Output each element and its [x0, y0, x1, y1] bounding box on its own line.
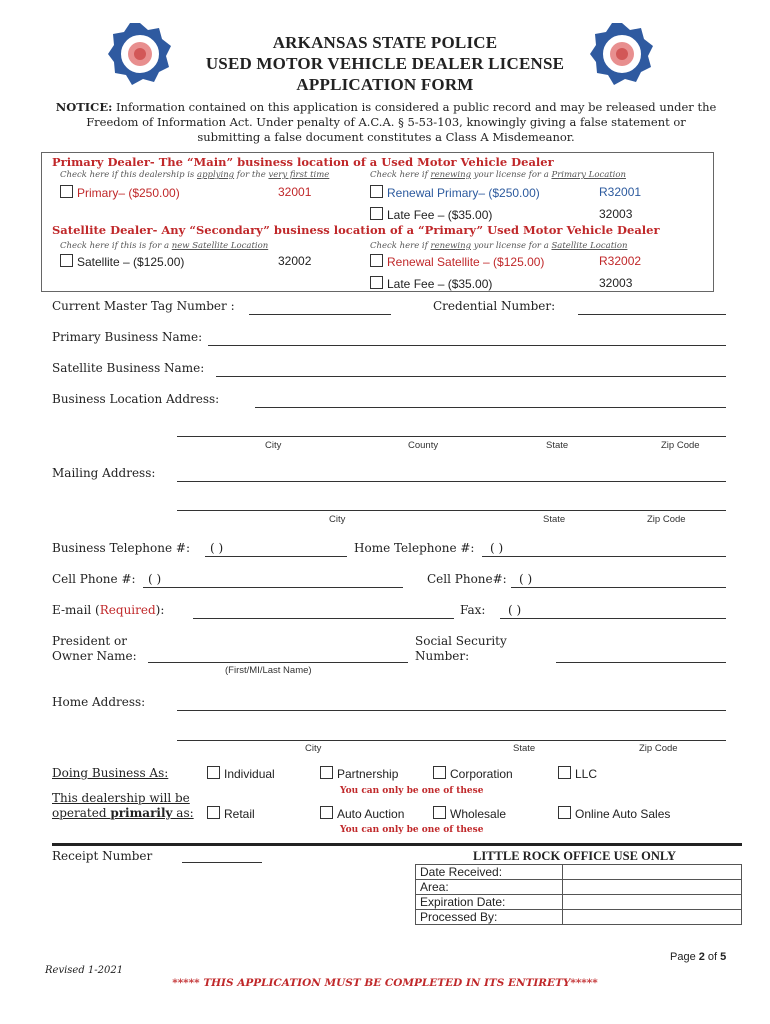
business-telephone-input[interactable] [205, 556, 347, 557]
dba-partnership-option[interactable]: Partnership [320, 766, 398, 781]
primary-new-code: 32001 [278, 185, 312, 199]
op-wholesale-option[interactable]: Wholesale [433, 806, 506, 821]
home-address-city-line[interactable] [177, 740, 726, 741]
op-retail-checkbox[interactable] [207, 806, 220, 819]
primary-late-fee-checkbox[interactable] [370, 207, 383, 220]
primary-renew-code: R32001 [599, 185, 642, 199]
dba-note: You can only be one of these [340, 786, 484, 796]
owner-label-line1: President or [52, 634, 128, 648]
cell-phone-2-input[interactable] [511, 587, 726, 588]
dba-partnership-checkbox[interactable] [320, 766, 333, 779]
op-auto-auction-checkbox[interactable] [320, 806, 333, 819]
owner-name-caption: (First/MI/Last Name) [225, 665, 312, 676]
fax-paren: ( ) [508, 603, 522, 617]
satellite-business-name-label: Satellite Business Name: [52, 361, 205, 375]
office-use-table [415, 864, 742, 925]
office-processed-by: Processed By: [416, 910, 563, 925]
revised-date: Revised 1-2021 [45, 965, 124, 976]
ssn-input[interactable] [556, 662, 726, 663]
doing-business-as-label: Doing Business As: [52, 766, 169, 780]
office-divider [52, 843, 742, 846]
op-wholesale-checkbox[interactable] [433, 806, 446, 819]
satellite-new-option[interactable]: Satellite – ($125.00) [60, 254, 184, 269]
county-caption: County [408, 440, 439, 451]
fax-input[interactable] [500, 618, 726, 619]
notice-line3: submitting a false document constitutes a Class A Misdemeanor. [197, 130, 575, 144]
dba-individual-checkbox[interactable] [207, 766, 220, 779]
email-label: E-mail (Required): [52, 603, 165, 617]
fax-label: Fax: [460, 603, 486, 617]
state-caption: State [546, 440, 569, 451]
business-location-label: Business Location Address: [52, 392, 220, 406]
master-tag-input[interactable] [249, 314, 391, 315]
satellite-late-fee-checkbox[interactable] [370, 276, 383, 289]
satellite-business-name-input[interactable] [216, 376, 726, 377]
satellite-late-fee-option[interactable]: Late Fee – ($35.00) [370, 276, 492, 291]
primary-late-fee-code: 32003 [599, 207, 633, 221]
satellite-heading: Satellite Dealer- Any “Secondary” business location of a “Primary” Used Motor Vehicle Dealer [52, 223, 660, 237]
office-area: Area: [416, 880, 563, 895]
primary-renew-option[interactable]: Renewal Primary– ($250.00) [370, 185, 540, 200]
dba-corporation-checkbox[interactable] [433, 766, 446, 779]
master-tag-label: Current Master Tag Number : [52, 299, 235, 313]
home-address-label: Home Address: [52, 695, 146, 709]
satellite-renew-option[interactable]: Renewal Satellite – ($125.00) [370, 254, 544, 269]
primary-renew-checkbox[interactable] [370, 185, 383, 198]
form-title-line1: ARKANSAS STATE POLICE [272, 33, 498, 52]
mailing-state-caption: State [543, 514, 566, 525]
office-expiration-date-value[interactable] [563, 895, 742, 910]
satellite-hint-new: Check here if this is for a new Satellite Location [60, 241, 269, 251]
home-telephone-label: Home Telephone #: [354, 541, 475, 555]
op-auto-auction-option[interactable]: Auto Auction [320, 806, 404, 821]
credential-input[interactable] [578, 314, 726, 315]
satellite-renew-checkbox[interactable] [370, 254, 383, 267]
home-zip-caption: Zip Code [639, 743, 678, 754]
mailing-zip-caption: Zip Code [647, 514, 686, 525]
completion-warning: ***** THIS APPLICATION MUST BE COMPLETED IN ITS ENTIRETY***** [172, 977, 598, 989]
home-state-caption: State [513, 743, 536, 754]
home-telephone-paren: ( ) [490, 541, 504, 555]
credential-label: Credential Number: [433, 299, 556, 313]
primary-hint-renew: Check here if renewing your license for a Primary Location [370, 170, 626, 180]
cell-phone-label: Cell Phone #: [52, 572, 136, 586]
notice-line1: NOTICE: Information contained on this application is considered a public record and may be released under the [55, 100, 717, 114]
office-use-title: LITTLE ROCK OFFICE USE ONLY [473, 849, 677, 863]
primary-new-option[interactable]: Primary– ($250.00) [60, 185, 180, 200]
operated-note: You can only be one of these [340, 825, 484, 835]
dba-individual-option[interactable]: Individual [207, 766, 275, 781]
mailing-address-city-line[interactable] [177, 510, 726, 511]
home-address-input[interactable] [177, 710, 726, 711]
mailing-address-input[interactable] [177, 481, 726, 482]
primary-business-name-input[interactable] [208, 345, 726, 346]
ssn-label-line2: Number: [415, 649, 470, 663]
business-location-city-line[interactable] [177, 436, 726, 437]
ssn-label-line1: Social Security [415, 634, 507, 648]
form-title-line2: USED MOTOR VEHICLE DEALER LICENSE [205, 54, 565, 73]
satellite-new-code: 32002 [278, 254, 312, 268]
office-area-value[interactable] [563, 880, 742, 895]
primary-late-fee-option[interactable]: Late Fee – ($35.00) [370, 207, 492, 222]
cell-phone-2-label: Cell Phone#: [427, 572, 507, 586]
business-telephone-paren: ( ) [210, 541, 224, 555]
op-retail-option[interactable]: Retail [207, 806, 255, 821]
primary-business-name-label: Primary Business Name: [52, 330, 203, 344]
home-telephone-input[interactable] [482, 556, 726, 557]
satellite-late-fee-code: 32003 [599, 276, 633, 290]
operated-label-line1: This dealership will be [52, 791, 190, 805]
page-indicator: Page 2 of 5 [670, 951, 727, 963]
mailing-address-label: Mailing Address: [52, 466, 156, 480]
receipt-number-input[interactable] [182, 862, 262, 863]
email-input[interactable] [193, 618, 454, 619]
primary-heading: Primary Dealer- The “Main” business location of a Used Motor Vehicle Dealer [52, 155, 554, 169]
owner-name-input[interactable] [148, 662, 408, 663]
form-title-line3: APPLICATION FORM [296, 75, 474, 94]
notice-line2: Freedom of Information Act. Under penalty of A.C.A. § 5-53-103, knowingly giving a false statement or [86, 115, 686, 129]
primary-new-checkbox[interactable] [60, 185, 73, 198]
mailing-city-caption: City [329, 514, 346, 525]
op-online-auto-sales-checkbox[interactable] [558, 806, 571, 819]
operated-label-line2: operated primarily as: [52, 806, 194, 820]
op-online-auto-sales-option[interactable]: Online Auto Sales [558, 806, 670, 821]
satellite-new-checkbox[interactable] [60, 254, 73, 267]
primary-hint-new: Check here if this dealership is applying for the very first time [60, 170, 330, 180]
dba-llc-option[interactable]: LLC [558, 766, 597, 781]
cell-phone-2-paren: ( ) [519, 572, 533, 586]
business-telephone-label: Business Telephone #: [52, 541, 190, 555]
zip-caption: Zip Code [661, 440, 700, 451]
business-location-input[interactable] [255, 407, 726, 408]
office-processed-by-value[interactable] [563, 910, 742, 925]
office-date-received-value[interactable] [563, 865, 742, 880]
satellite-hint-renew: Check here if renewing your license for a Satellite Location [370, 241, 628, 251]
city-caption: City [265, 440, 282, 451]
dba-corporation-option[interactable]: Corporation [433, 766, 513, 781]
receipt-number-label: Receipt Number [52, 849, 153, 863]
home-city-caption: City [305, 743, 322, 754]
cell-phone-paren: ( ) [148, 572, 162, 586]
cell-phone-input[interactable] [143, 587, 403, 588]
office-date-received: Date Received: [416, 865, 563, 880]
owner-label-line2: Owner Name: [52, 649, 137, 663]
satellite-renew-code: R32002 [599, 254, 642, 268]
office-expiration-date: Expiration Date: [416, 895, 563, 910]
dba-llc-checkbox[interactable] [558, 766, 571, 779]
